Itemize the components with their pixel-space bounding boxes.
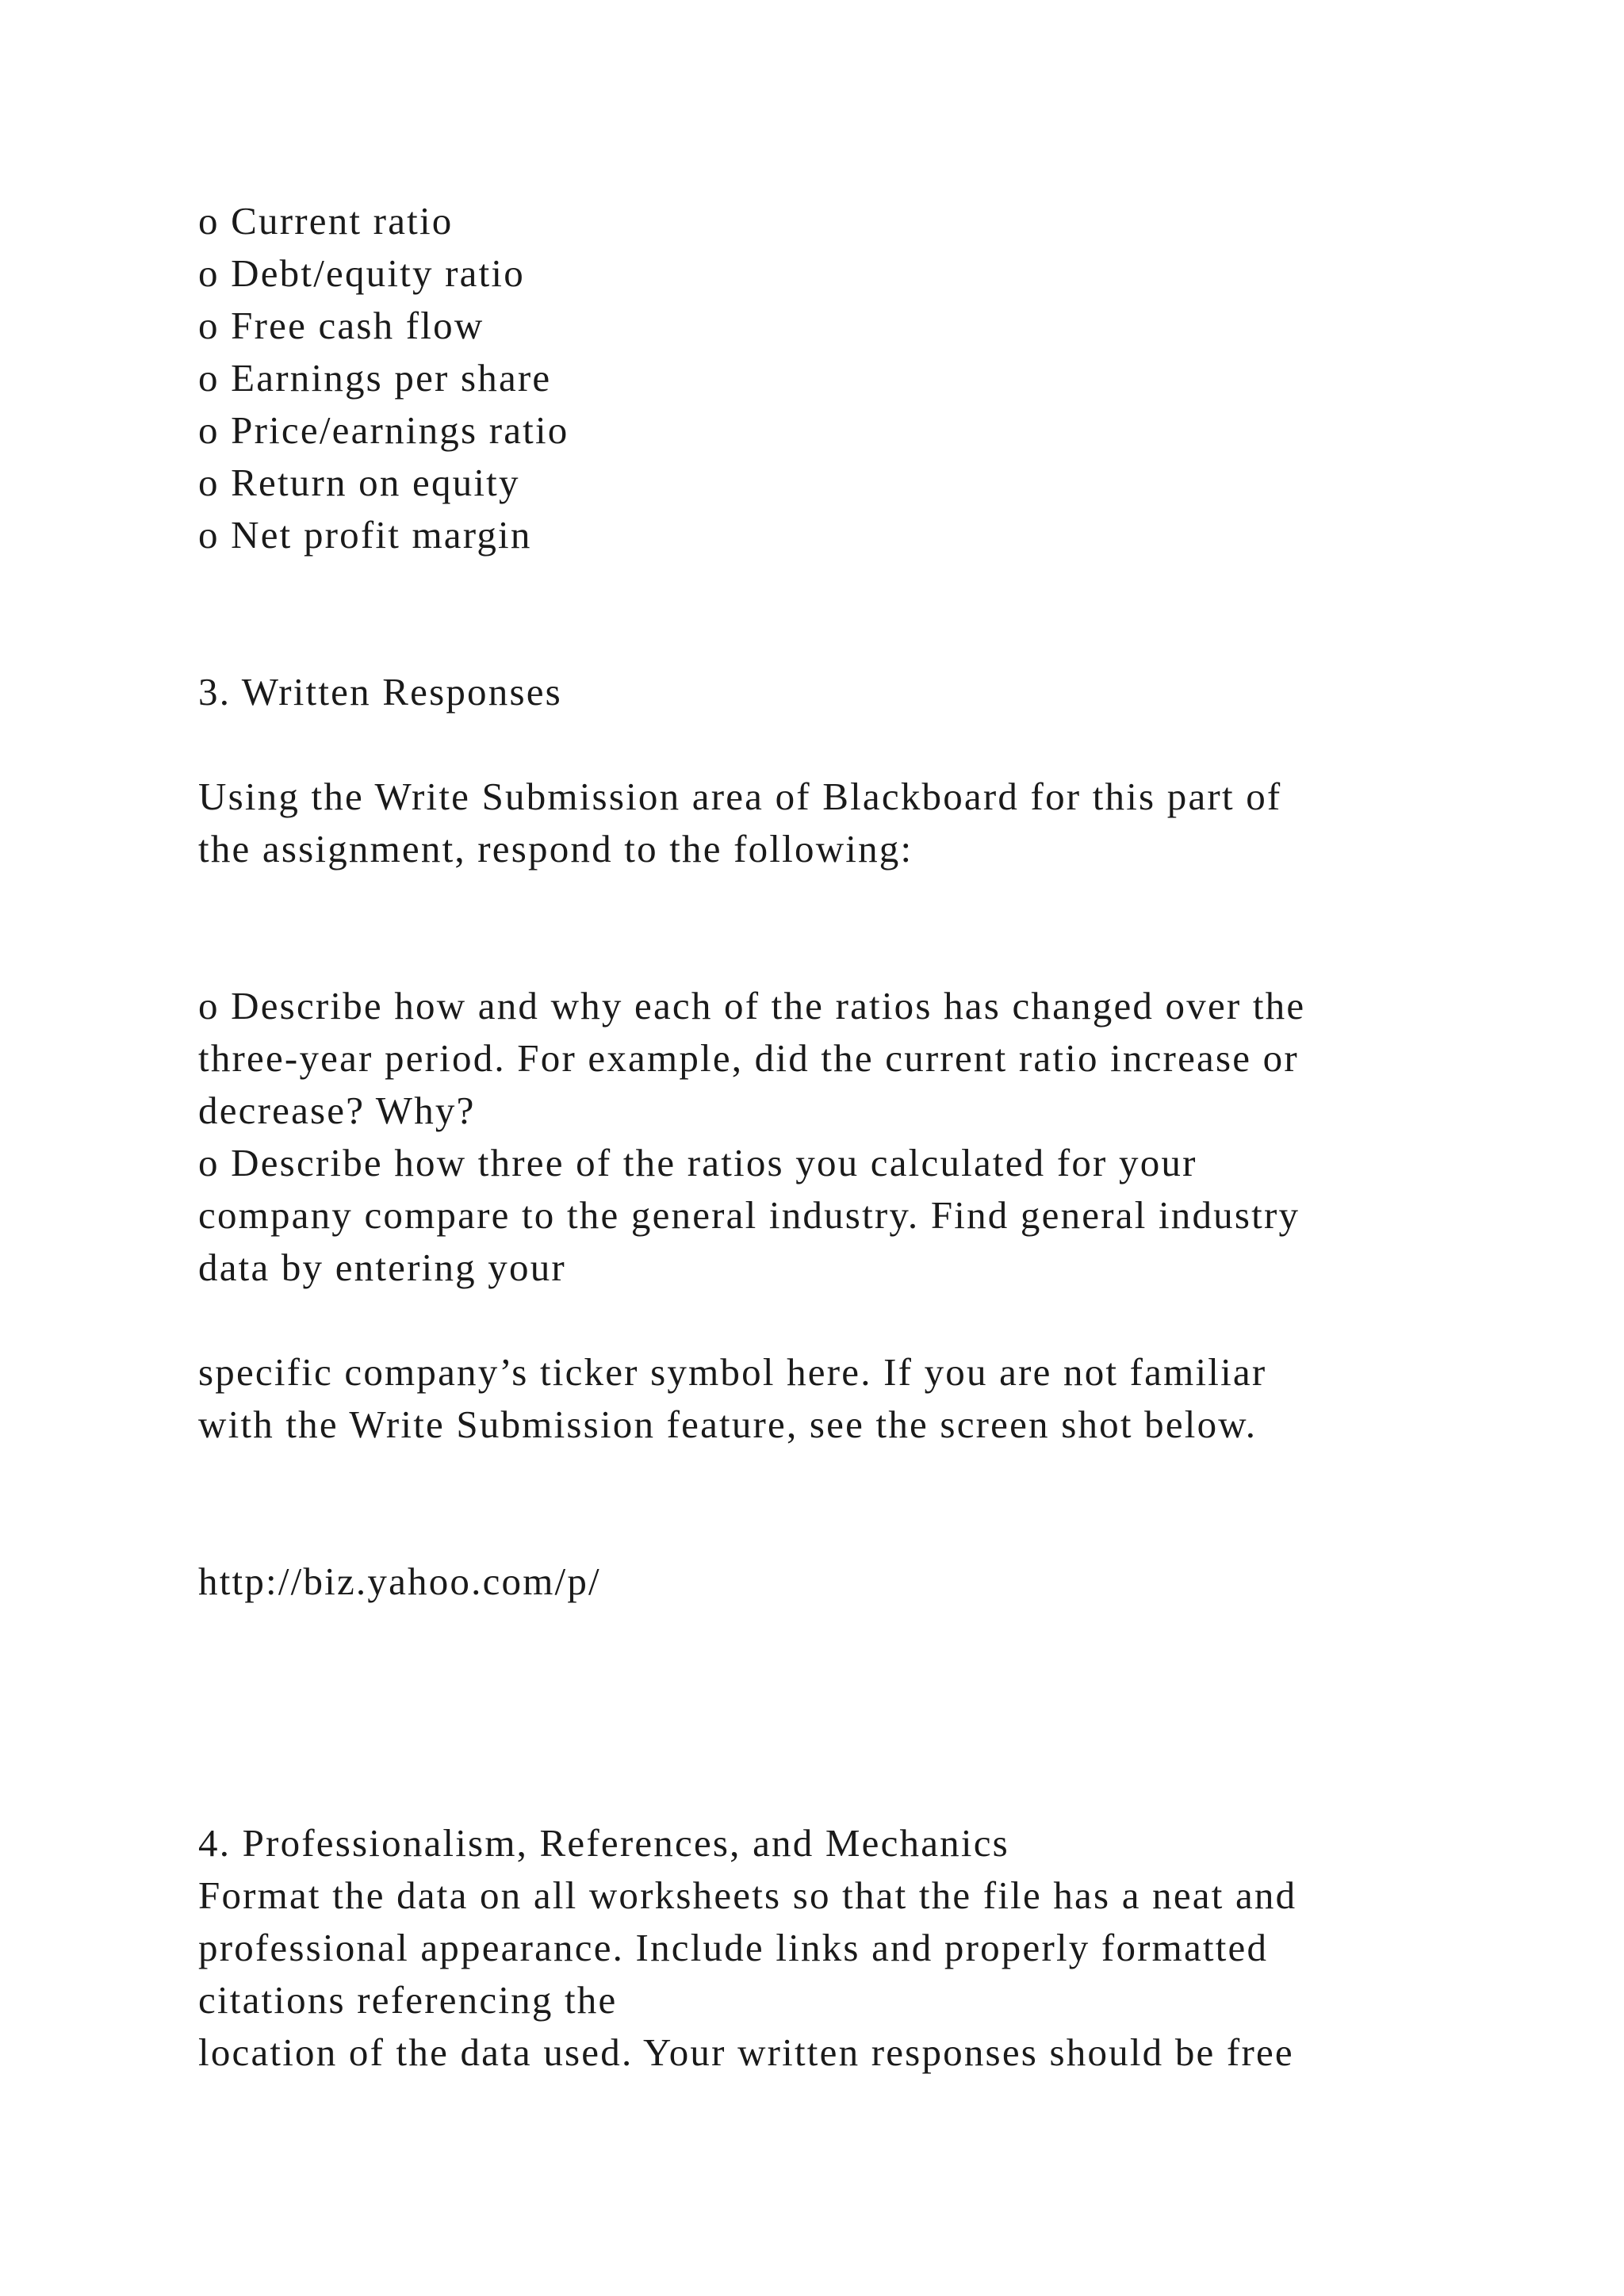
spacer [198, 1294, 1546, 1346]
paragraph-line: company compare to the general industry. Find general industry [198, 1193, 1300, 1237]
paragraph-line: Using the Write Submission area of Blackboard for this part of [198, 775, 1282, 818]
paragraph-line: o Describe how three of the ratios you calculated for your [198, 1141, 1197, 1184]
document-page [198, 195, 1546, 2079]
section-4-heading: 4. Professionalism, References, and Mechanics [198, 1821, 1009, 1865]
section-4-body [198, 1869, 1546, 2079]
paragraph-line: decrease? Why? [198, 1089, 476, 1132]
list-item: o Earnings per share [198, 356, 552, 400]
list-item: o Return on equity [198, 461, 520, 504]
section-3-intro [198, 771, 1546, 875]
continuation-paragraph [198, 1346, 1546, 1451]
list-item: o Free cash flow [198, 304, 485, 347]
list-item: o Price/earnings ratio [198, 408, 569, 452]
spacer [198, 1608, 1546, 1817]
section-3-heading: 3. Written Responses [198, 670, 562, 714]
paragraph-line: specific company’s ticker symbol here. If you are not familiar [198, 1350, 1267, 1394]
paragraph-line: citations referencing the [198, 1978, 618, 2022]
list-item: o Net profit margin [198, 513, 532, 557]
bullet-industry-compare [198, 1137, 1546, 1294]
bullet-ratio-change [198, 980, 1546, 1137]
spacer [198, 561, 1546, 666]
list-item: o Current ratio [198, 199, 454, 243]
paragraph-line: the assignment, respond to the following: [198, 827, 914, 871]
paragraph-line: data by entering your [198, 1246, 566, 1289]
spacer [198, 718, 1546, 771]
spacer [198, 875, 1546, 980]
paragraph-line: location of the data used. Your written responses should be free [198, 2030, 1294, 2074]
paragraph-line: o Describe how and why each of the ratios has changed over the [198, 984, 1306, 1027]
yahoo-link[interactable]: http://biz.yahoo.com/p/ [198, 1559, 601, 1603]
paragraph-line: with the Write Submission feature, see the screen shot below. [198, 1402, 1258, 1446]
paragraph-line: professional appearance. Include links and properly formatted [198, 1926, 1269, 1969]
paragraph-line: Format the data on all worksheets so that the file has a neat and [198, 1873, 1297, 1917]
list-item: o Debt/equity ratio [198, 251, 525, 295]
ratio-list [198, 195, 1546, 561]
spacer [198, 1451, 1546, 1556]
paragraph-line: three-year period. For example, did the current ratio increase or [198, 1036, 1299, 1080]
